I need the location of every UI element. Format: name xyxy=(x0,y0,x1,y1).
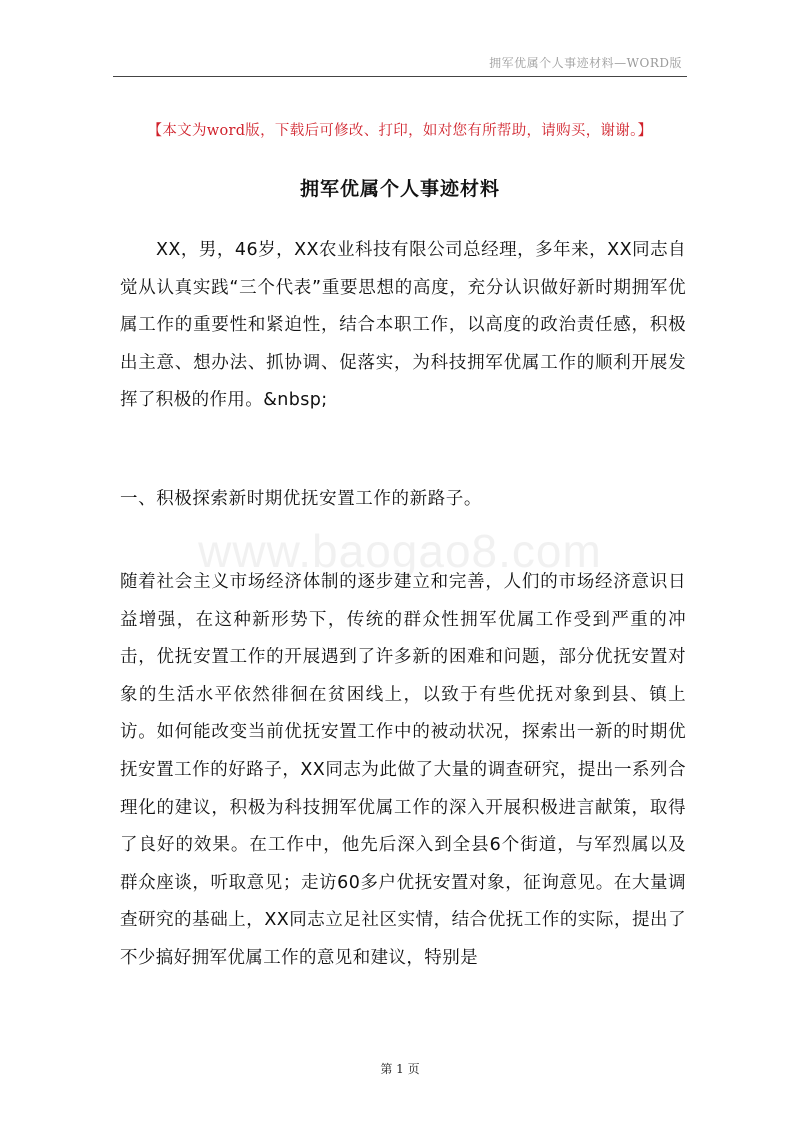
page-number: 第 1 页 xyxy=(380,1062,420,1076)
section-heading-1: 一、积极探索新时期优抚安置工作的新路子。 xyxy=(120,489,482,509)
watermark-text: www.baogao8.com xyxy=(198,525,602,577)
purchase-notice: 【本文为word版，下载后可修改、打印，如对您有所帮助，请购买，谢谢。】 xyxy=(147,123,653,139)
document-title: 拥军优属个人事迹材料 xyxy=(299,178,500,200)
running-header-title: 拥军优属个人事迹材料—WORD版 xyxy=(489,56,682,70)
paragraph-intro: XX，男，46岁，XX农业科技有限公司总经理，多年来，XX同志自觉从认真实践“三个代表”重要思想的高度，充分认识做好新时期拥军优属工作的重要性和紧迫性，结合本职工作，以高度的政治责任感，积极出主意、想办法、抓协调、促落实，为科技拥军优属工作的顺利开展发挥了积极的作用。&nbsp; xyxy=(120,240,686,411)
paragraph-section-1: 随着社会主义市场经济体制的逐步建立和完善，人们的市场经济意识日益增强，在这种新形势下，传统的群众性拥军优属工作受到严重的冲击，优抚安置工作的开展遇到了许多新的困难和问题，部分优抚安置对象的生活水平依然徘徊在贫困线上，以致于有些优抚对象到县、镇上访。如何能改变当前优抚安置工作中的被动状况，探索出一新的时期优抚安置工作的好路子，XX同志为此做了大量的调查研究，提出一系列合理化的建议，积极为科技拥军优属工作的深入开展积极进言献策，取得了良好的效果。在工作中，他先后深入到全县6个街道，与军烈属以及群众座谈，听取意见；走访60多户优抚安置对象，征询意见。在大量调查研究的基础上，XX同志立足社区实情，结合优抚工作的实际，提出了不少搞好拥军优属工作的意见和建议，特别是 xyxy=(120,572,686,968)
header-divider xyxy=(113,76,687,77)
